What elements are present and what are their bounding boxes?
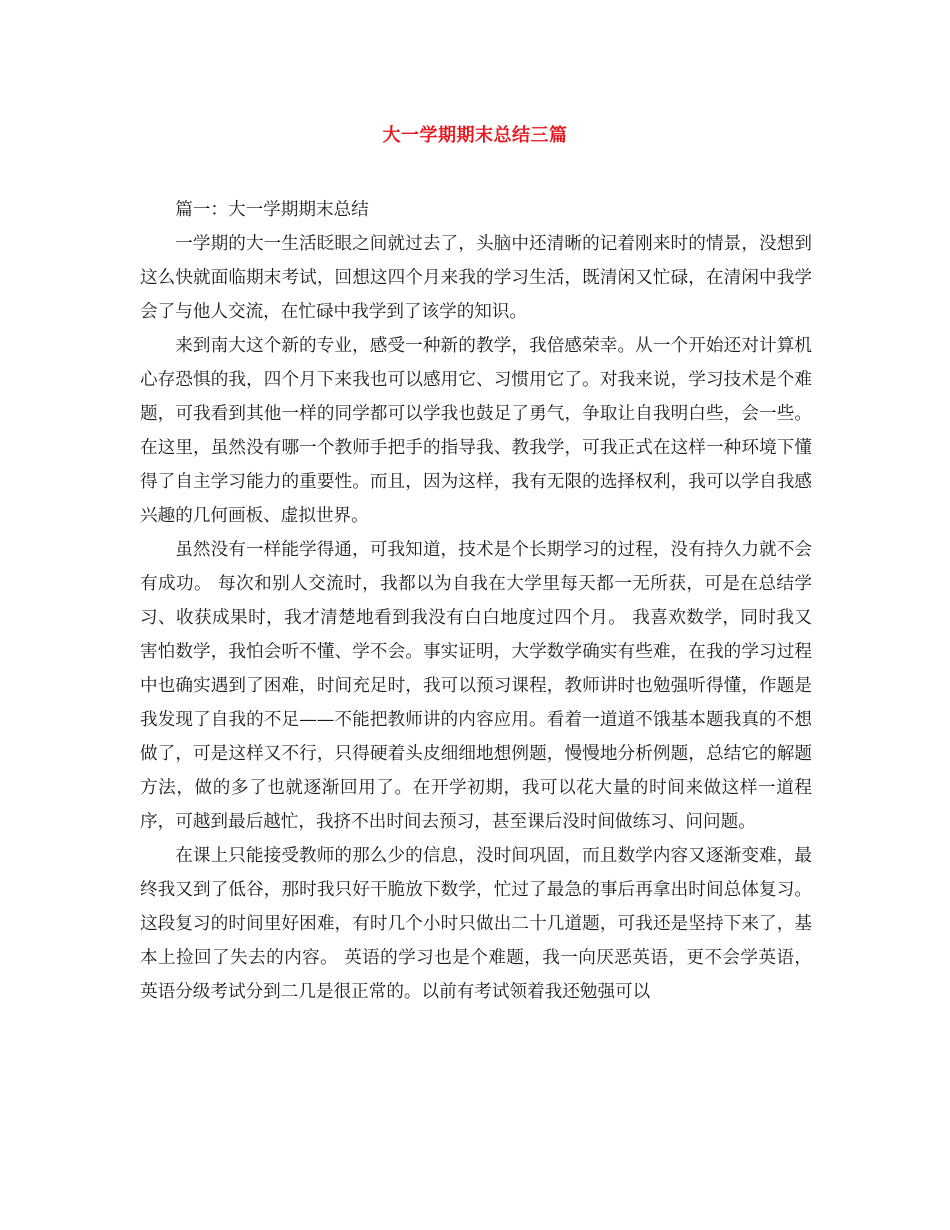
- section-heading: 篇一：大一学期期末总结: [175, 200, 369, 220]
- paragraph: 来到南大这个新的专业，感受一种新的教学，我倍感荣幸。从一个开始还对计算机心存恐惧的我，四个月下来我也可以感用它、习惯用它了。对我来说，学习技术是个难题，可我看到其他一样的同学都可以学我也鼓足了勇气，争取让自我明白些，会一些。在这里，虽然没有哪一个教师手把手的指导我、教我学，可我正式在这样一种环境下懂得了自主学习能力的重要性。而且，因为这样，我有无限的选择权利，我可以学自我感兴趣的几何画板、虚拟世界。: [140, 336, 812, 526]
- paragraph: 一学期的大一生活眨眼之间就过去了，头脑中还清晰的记着刚来时的情景，没想到这么快就面临期末考试，回想这四个月来我的学习生活，既清闲又忙碌，在清闲中我学会了与他人交流，在忙碌中我学到了该学的知识。: [140, 234, 812, 322]
- document-body: [140, 193, 812, 1009]
- paragraph: 在课上只能接受教师的那么少的信息，没时间巩固，而且数学内容又逐渐变难，最终我又到了低谷，那时我只好干脆放下数学，忙过了最急的事后再拿出时间总体复习。这段复习的时间里好困难，有时几个小时只做出二十几道题，可我还是坚持下来了，基本上捡回了失去的内容。 英语的学习也是个难题，我一向厌恶英语，更不会学英语，英语分级考试分到二几是很正常的。以前有考试领着我还勉强可以: [140, 846, 812, 1002]
- document-title: 大一学期期末总结三篇: [382, 125, 568, 146]
- paragraph: 虽然没有一样能学得通，可我知道，技术是个长期学习的过程，没有持久力就不会有成功。 每次和别人交流时，我都以为自我在大学里每天都一无所获，可是在总结学习、收获成果时，我才清楚地看到我没有白白地度过四个月。 我喜欢数学，同时我又害怕数学，我怕会听不懂、学不会。事实证明，大学数学确实有些难，在我的学习过程中也确实遇到了困难，时间充足时，我可以预习课程，教师讲时也勉强听得懂，作题是我发现了自我的不足——不能把教师讲的内容应用。看着一道道不饿基本题我真的不想做了，可是这样又不行，只得硬着头皮细细地想例题，慢慢地分析例题，总结它的解题方法，做的多了也就逐渐回用了。在开学初期，我可以花大量的时间来做这样一道程序，可越到最后越忙，我挤不出时间去预习，甚至课后没时间做练习、问问题。: [140, 540, 812, 832]
